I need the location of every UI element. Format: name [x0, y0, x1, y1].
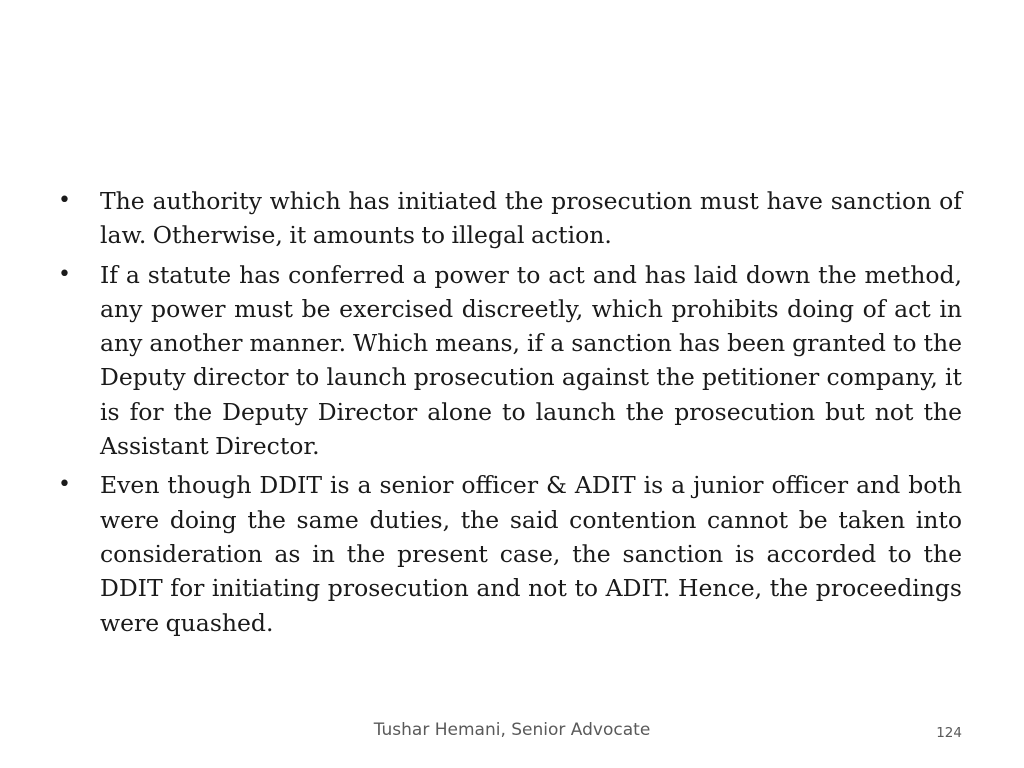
bullet-item: [56, 258, 962, 464]
bullet-item: [56, 468, 962, 639]
bullet-icon: •: [58, 188, 71, 213]
footer-author: Tushar Hemani, Senior Advocate: [373, 720, 651, 740]
bullet-list: [56, 184, 962, 645]
bullet-item: [56, 184, 962, 253]
page-number: 124: [936, 725, 962, 741]
bullet-text: Even though DDIT is a senior officer & ADIT is a junior officer and both were doing the same duties, the said contention cannot be taken into consideration as in the present case, the sanction is accorded to the DDIT for initiating prosecution and not to ADIT. Hence, the proceedings were quashed.: [100, 471, 962, 637]
bullet-text: If a statute has conferred a power to act and has laid down the method, any power must be exercised discreetly, which prohibits doing of act in any another manner. Which means, if a sanction has been granted to the Deputy director to launch prosecution against the petitioner company, it is for the Deputy Director alone to launch the prosecution but not the Assistant Director.: [100, 260, 962, 461]
bullet-text: The authority which has initiated the prosecution must have sanction of law. Otherwise, it amounts to illegal action.: [100, 187, 962, 250]
bullet-icon: •: [58, 261, 71, 287]
bullet-icon: •: [58, 472, 71, 498]
